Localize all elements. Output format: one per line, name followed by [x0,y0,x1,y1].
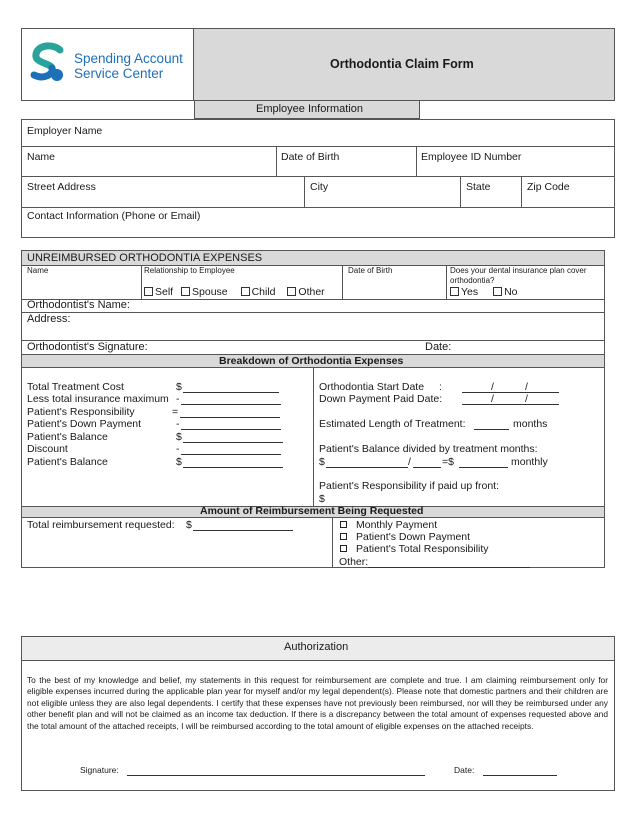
employee-section-title: Employee Information [256,103,363,115]
orthodontist-name-field[interactable]: Orthodontist's Name: [27,299,130,311]
relationship-options [144,286,325,298]
patient-responsibility-label: Patient's Responsibility [27,406,135,418]
form-header [21,28,615,101]
divided-eq: =$ [442,456,454,468]
start-date-slash-1: / [491,381,494,393]
name-column: Name [27,266,49,275]
logo-icon [28,42,68,84]
dob-column: Date of Birth [348,266,393,275]
insurance-question: Does your dental insurance plan cover orthodontia? [450,266,587,285]
down-payment-symbol: - [176,418,180,430]
dob-field[interactable]: Date of Birth [281,151,340,163]
option-down-payment[interactable]: Patient's Down Payment [340,531,470,543]
responsibility-input[interactable] [180,417,280,418]
total-reimbursement-dollar: $ [186,519,192,531]
insurance-options [450,286,518,298]
relationship-column: Relationship to Employee [144,266,235,275]
less-insurance-input[interactable] [181,404,281,405]
other-checkbox[interactable]: Other [287,286,324,298]
balance-symbol: $ [176,431,182,443]
employee-id-field[interactable]: Employee ID Number [421,151,522,163]
address-field[interactable]: Address: [27,313,71,325]
discount-label: Discount [27,443,68,455]
less-insurance-label: Less total insurance maximum [27,393,169,405]
unreimbursed-title: UNREIMBURSED ORTHODONTIA EXPENSES [27,252,263,264]
divided-dollar: $ [319,456,325,468]
paid-up-label: Patient's Responsibility if paid up front: [319,480,500,492]
down-payment-input[interactable] [181,429,281,430]
responsibility-symbol: = [172,406,179,418]
monthly-amount-input[interactable] [459,467,508,468]
down-paid-slash-1: / [491,393,494,405]
logo-line-1: Spending Account [74,51,183,66]
form-title: Orthodontia Claim Form [330,57,474,71]
street-field[interactable]: Street Address [27,181,96,193]
start-date-colon: : [439,381,442,393]
divided-balance-input[interactable] [326,467,408,468]
option-total-responsibility[interactable]: Patient's Total Responsibility [340,543,489,555]
city-field[interactable]: City [310,181,329,193]
reimbursement-title: Amount of Reimbursement Being Requested [200,505,424,517]
discount-symbol: - [176,443,180,455]
total-cost-symbol: $ [176,381,182,393]
total-treatment-cost-label: Total Treatment Cost [27,381,124,393]
divided-months-input[interactable] [413,467,441,468]
checkbox-icon [340,545,347,552]
monthly-label: monthly [511,456,548,468]
employer-name-field[interactable]: Employer Name [27,125,103,137]
authorization-date-input[interactable] [483,775,557,776]
authorization-date-label: Date: [454,765,475,775]
logo-box [22,29,194,100]
balance-final-symbol: $ [176,456,182,468]
zip-field[interactable]: Zip Code [527,181,570,193]
less-insurance-symbol: - [176,393,180,405]
start-date-label: Orthodontia Start Date [319,381,425,393]
balance-input[interactable] [183,442,283,443]
authorization-text: To the best of my knowledge and belief, my statements in this request for reimbursement are complete and true. I am claiming reimbursement only for eligible expenses incurred during the applicable plan year for myself and/or my legal dependent(s). Please note that domestic partners and their children are not eligible unless they are also legal dependents. I certify that these expenses have not previously been reimbursed, nor will they be reimbursed under any other benefit plan and will not be claimed as an income tax deduction. If there is a discrepancy between the total amount of expenses requested above and the total amount of the attached receipts, I will be reimbursed according to the total amount of eligible expenses on the attached receipts. [27,675,608,731]
checkbox-icon [340,533,347,540]
total-reimbursement-input[interactable] [193,530,293,531]
paid-up-dollar: $ [319,493,325,505]
total-reimbursement-label: Total reimbursement requested: [27,519,175,531]
total-cost-input[interactable] [183,392,279,393]
logo-line-2: Service Center [74,66,164,81]
down-paid-input[interactable] [462,404,559,405]
checkbox-icon [340,521,347,528]
patient-balance-final-label: Patient's Balance [27,456,108,468]
contact-field[interactable]: Contact Information (Phone or Email) [27,210,201,222]
months-label: months [513,418,548,430]
yes-checkbox[interactable]: Yes [450,286,478,298]
start-date-input[interactable] [462,392,559,393]
name-field[interactable]: Name [27,151,56,163]
no-checkbox[interactable]: No [493,286,517,298]
breakdown-title: Breakdown of Orthodontia Expenses [219,355,404,367]
down-paid-label: Down Payment Paid Date: [319,393,443,405]
authorization-signature-input[interactable] [127,775,425,776]
length-input[interactable] [474,429,509,430]
other-input[interactable] [368,567,530,568]
authorization-title: Authorization [284,641,349,653]
authorization-signature-label: Signature: [80,765,119,775]
state-field[interactable]: State [466,181,491,193]
discount-input[interactable] [181,454,281,455]
orthodontist-date-field[interactable]: Date: [425,341,452,353]
child-checkbox[interactable]: Child [241,286,276,298]
divided-slash: / [408,456,411,468]
other-label: Other: [339,556,369,568]
spouse-checkbox[interactable]: Spouse [181,286,228,298]
start-date-slash-2: / [525,381,528,393]
patient-balance-label: Patient's Balance [27,431,108,443]
self-checkbox[interactable]: Self [144,286,173,298]
divided-label: Patient's Balance divided by treatment months: [319,443,538,455]
orthodontist-signature-field[interactable]: Orthodontist's Signature: [27,341,148,353]
down-paid-slash-2: / [525,393,528,405]
length-label: Estimated Length of Treatment: [319,418,466,430]
option-monthly[interactable]: Monthly Payment [340,519,437,531]
patient-down-payment-label: Patient's Down Payment [27,418,142,430]
balance-final-input[interactable] [183,467,283,468]
